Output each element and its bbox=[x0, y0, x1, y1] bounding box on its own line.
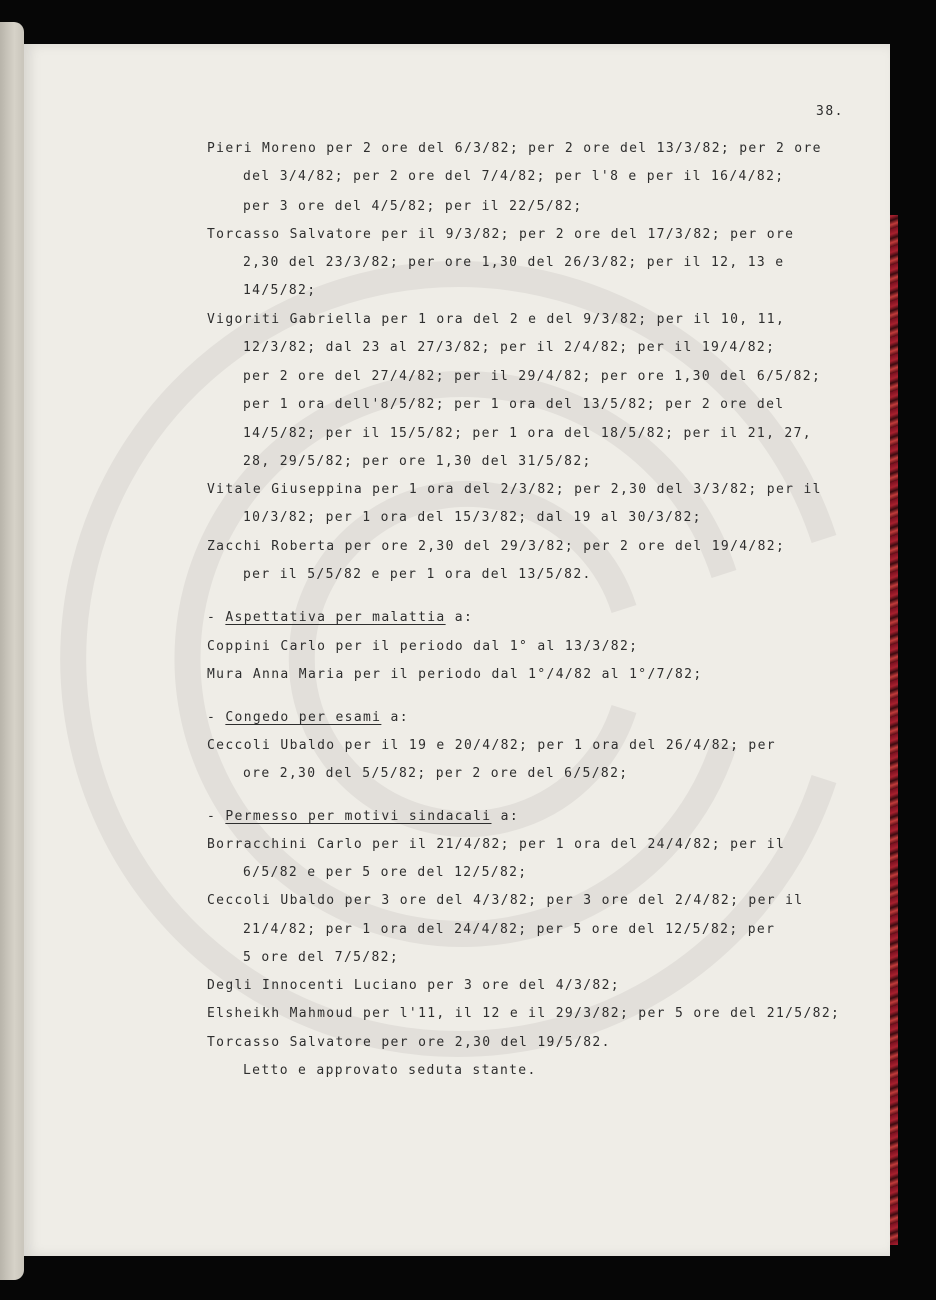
text-line: Vigoriti Gabriella per 1 ora del 2 e del 9/3/82; per il 10, 11, bbox=[207, 312, 786, 327]
page-number: 38. bbox=[816, 104, 844, 119]
text-line: 28, 29/5/82; per ore 1,30 del 31/5/82; bbox=[243, 454, 592, 469]
text-line: ore 2,30 del 5/5/82; per 2 ore del 6/5/82; bbox=[243, 766, 629, 781]
text-line: 14/5/82; per il 15/5/82; per 1 ora del 18/5/82; per il 21, 27, bbox=[243, 426, 812, 441]
text-line: 21/4/82; per 1 ora del 24/4/82; per 5 ore del 12/5/82; per bbox=[243, 922, 776, 937]
text-line: Torcasso Salvatore per ore 2,30 del 19/5/82. bbox=[207, 1035, 611, 1050]
text-line: per il 5/5/82 e per 1 ora del 13/5/82. bbox=[243, 567, 592, 582]
text-line: Vitale Giuseppina per 1 ora del 2/3/82; per 2,30 del 3/3/82; per il bbox=[207, 482, 822, 497]
left-page-edge bbox=[0, 22, 24, 1280]
heading-title: Permesso per motivi sindacali bbox=[225, 809, 492, 824]
text-line: Degli Innocenti Luciano per 3 ore del 4/3/82; bbox=[207, 978, 620, 993]
text-line: Coppini Carlo per il periodo dal 1° al 13/3/82; bbox=[207, 639, 639, 654]
text-line: 2,30 del 23/3/82; per ore 1,30 del 26/3/82; per il 12, 13 e bbox=[243, 255, 785, 270]
section-heading-permesso: - Permesso per motivi sindacali a: bbox=[207, 809, 520, 824]
text-line: Borracchini Carlo per il 21/4/82; per 1 ora del 24/4/82; per il bbox=[207, 837, 786, 852]
text-line: Mura Anna Maria per il periodo dal 1°/4/82 al 1°/7/82; bbox=[207, 667, 703, 682]
text-line: per 2 ore del 27/4/82; per il 29/4/82; per ore 1,30 del 6/5/82; bbox=[243, 369, 822, 384]
text-line: Zacchi Roberta per ore 2,30 del 29/3/82; per 2 ore del 19/4/82; bbox=[207, 539, 786, 554]
document-page bbox=[24, 44, 890, 1256]
text-line: Torcasso Salvatore per il 9/3/82; per 2 ore del 17/3/82; per ore bbox=[207, 227, 795, 242]
heading-title: Aspettativa per malattia bbox=[225, 610, 446, 625]
text-line: Ceccoli Ubaldo per il 19 e 20/4/82; per 1 ora del 26/4/82; per bbox=[207, 738, 776, 753]
text-line: 6/5/82 e per 5 ore del 12/5/82; bbox=[243, 865, 528, 880]
text-line: Pieri Moreno per 2 ore del 6/3/82; per 2 ore del 13/3/82; per 2 ore bbox=[207, 141, 822, 156]
section-heading-congedo: - Congedo per esami a: bbox=[207, 710, 409, 725]
text-line: del 3/4/82; per 2 ore del 7/4/82; per l'8 e per il 16/4/82; bbox=[243, 169, 785, 184]
text-line: Ceccoli Ubaldo per 3 ore del 4/3/82; per 3 ore del 2/4/82; per il bbox=[207, 893, 804, 908]
text-line: 10/3/82; per 1 ora del 15/3/82; dal 19 al 30/3/82; bbox=[243, 510, 702, 525]
text-line: Elsheikh Mahmoud per l'11, il 12 e il 29/3/82; per 5 ore del 21/5/82; bbox=[207, 1006, 841, 1021]
text-line: per 1 ora dell'8/5/82; per 1 ora del 13/5/82; per 2 ore del bbox=[243, 397, 785, 412]
text-line: 12/3/82; dal 23 al 27/3/82; per il 2/4/82; per il 19/4/82; bbox=[243, 340, 776, 355]
text-line: 5 ore del 7/5/82; bbox=[243, 950, 400, 965]
text-line: 14/5/82; bbox=[243, 283, 317, 298]
text-line: per 3 ore del 4/5/82; per il 22/5/82; bbox=[243, 199, 583, 214]
section-heading-aspettativa: - Aspettativa per malattia a: bbox=[207, 610, 474, 625]
text-line: Letto e approvato seduta stante. bbox=[243, 1063, 537, 1078]
heading-title: Congedo per esami bbox=[225, 710, 382, 725]
